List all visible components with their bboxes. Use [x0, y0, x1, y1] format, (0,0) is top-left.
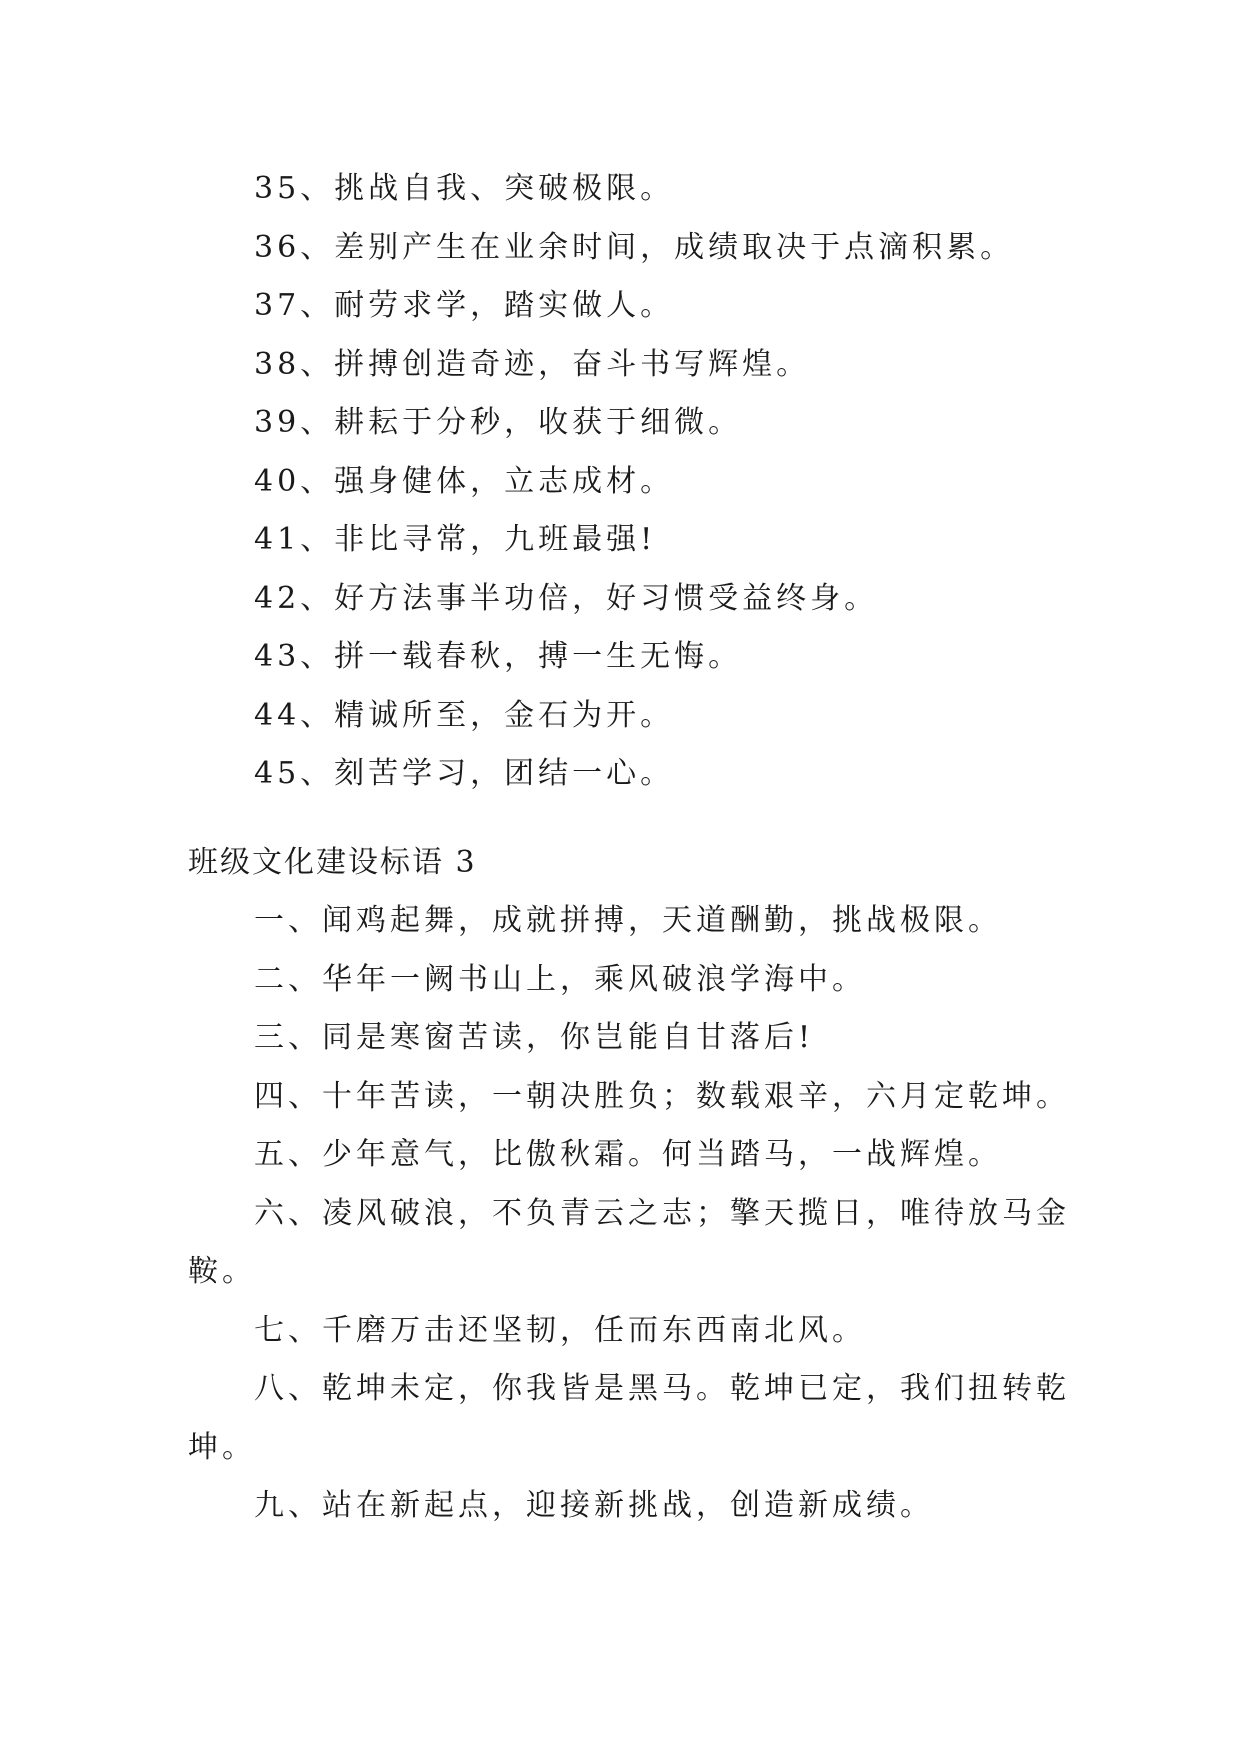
list-item: 37、耐劳求学，踏实做人。: [254, 288, 675, 323]
list-item: 39、耕耘于分秒，收获于细微。: [254, 405, 743, 440]
list-item: 36、差别产生在业余时间，成绩取决于点滴积累。: [254, 229, 1015, 265]
list-item: 43、拼一载春秋，搏一生无悔。: [254, 639, 743, 674]
list-item: 40、强身健体，立志成材。: [254, 463, 675, 499]
list-item-line: 六、凌风破浪，不负青云之志；擎天揽日，唯待放马金: [254, 1195, 1070, 1231]
section-spacer: [188, 804, 1068, 834]
list-item: 一、闻鸡起舞，成就拼搏，天道酬勤，挑战极限。: [254, 903, 1002, 938]
list-item-continuation: 坤。: [188, 1429, 256, 1465]
list-item: 45、刻苦学习，团结一心。: [254, 756, 675, 791]
list-item-line: 八、乾坤未定，你我皆是黑马。乾坤已定，我们扭转乾: [254, 1371, 1070, 1406]
list-item: 七、千磨万击还坚韧，任而东西南北风。: [254, 1312, 866, 1348]
list-item: 41、非比寻常，九班最强!: [254, 522, 657, 557]
list-item: 九、站在新起点，迎接新挑战，创造新成绩。: [254, 1488, 934, 1523]
list-item: 38、拼搏创造奇迹，奋斗书写辉煌。: [254, 346, 811, 382]
list-item: 四、十年苦读，一朝决胜负；数载艰辛，六月定乾坤。: [254, 1078, 1070, 1114]
list-item: 二、华年一阙书山上，乘风破浪学海中。: [254, 961, 866, 997]
list-item: 42、好方法事半功倍，好习惯受益终身。: [254, 580, 879, 616]
list-item: 44、精诚所至，金石为开。: [254, 697, 675, 733]
list-item-continuation: 鞍。: [188, 1254, 256, 1289]
section-heading: 班级文化建设标语 3: [188, 844, 477, 880]
list-item: 三、同是寒窗苦读，你岂能自甘落后!: [254, 1020, 815, 1055]
list-item: 五、少年意气，比傲秋霜。何当踏马，一战辉煌。: [254, 1137, 1002, 1172]
list-item: 35、挑战自我、突破极限。: [254, 171, 675, 206]
document-body: [188, 160, 1068, 1536]
